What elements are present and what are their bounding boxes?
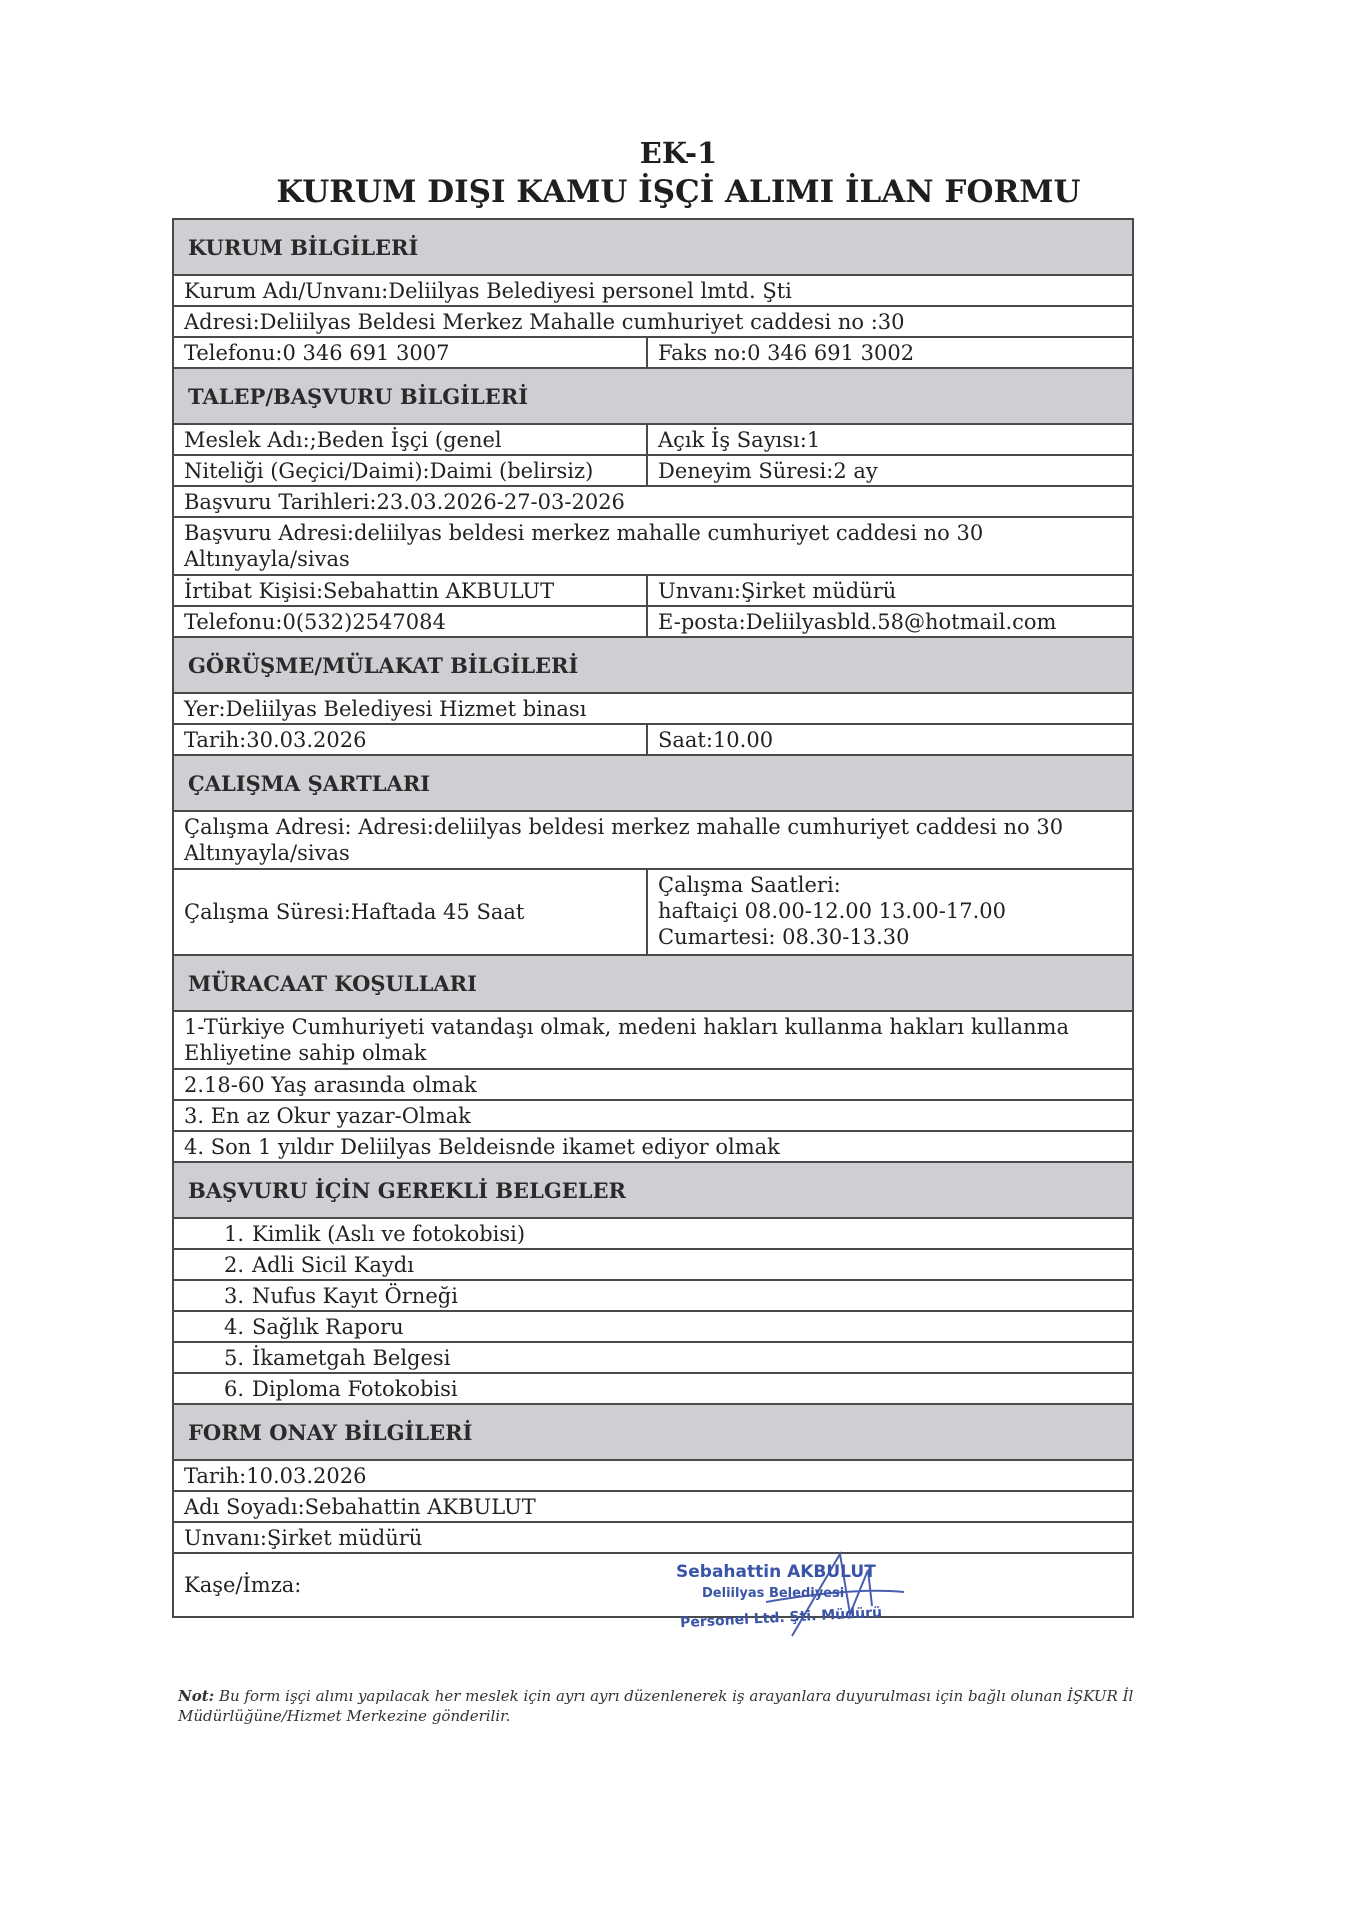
deneyim-suresi: Deneyim Süresi:2 ay: [658, 459, 878, 483]
kosul-1-line1: 1-Türkiye Cumhuriyeti vatandaşı olmak, medeni hakları kullanma hakları kullanma: [184, 1015, 1069, 1039]
onay-unvan: Unvanı:Şirket müdürü: [184, 1526, 423, 1550]
kosul-2-row: [174, 1070, 1132, 1101]
basvuru-adresi-line1: Başvuru Adresi:deliilyas beldesi merkez mahalle cumhuriyet caddesi no 30: [184, 521, 984, 545]
belge-num: 3.: [224, 1284, 245, 1308]
calisma-adresi-line1: Çalışma Adresi: Adresi:deliilyas beldesi merkez mahalle cumhuriyet caddesi no 30: [184, 815, 1064, 839]
belge-text: Diploma Fotokobisi: [252, 1377, 458, 1401]
belge-text: İkametgah Belgesi: [252, 1346, 451, 1370]
form-title: KURUM DIŞI KAMU İŞÇİ ALIMI İLAN FORMU: [276, 174, 1081, 210]
gorusme-saat: Saat:10.00: [658, 728, 774, 752]
belge-text: Adli Sicil Kaydı: [252, 1253, 414, 1277]
gorusme-yer: Yer:Deliilyas Belediyesi Hizmet binası: [184, 697, 587, 721]
nitelik-row: [174, 456, 1132, 487]
onay-tarih: Tarih:10.03.2026: [184, 1464, 367, 1488]
meslek-adi: Meslek Adı:;Beden İşçi (genel: [174, 425, 648, 454]
footnote-text: Bu form işçi alımı yapılacak her meslek için ayrı ayrı düzenlenerek iş arayanlara duyurulması için bağlı olunan İŞKUR İl Müdürlüğüne/Hizmet Merkezine gönderilir.: [178, 1687, 1134, 1725]
belge-num: 4.: [224, 1315, 245, 1339]
section-calisma-header: ÇALIŞMA ŞARTLARI: [174, 756, 1132, 812]
stamp-line-title: Personel Ltd. Şti. Müdürü: [679, 1604, 883, 1632]
belge-item: [174, 1343, 1132, 1372]
footnote: [178, 1686, 1148, 1726]
kosul-3-row: [174, 1101, 1132, 1132]
niteligi: Niteliği (Geçici/Daimi):Daimi (belirsiz): [174, 456, 648, 485]
acik-is-sayisi: Açık İş Sayısı:1: [658, 428, 821, 452]
belge-item: [174, 1219, 1132, 1248]
basvuru-adresi-line2: Altınyayla/sivas: [184, 547, 350, 571]
section-kurum-header: KURUM BİLGİLERİ: [174, 220, 1132, 276]
section-muracaat-header: MÜRACAAT KOŞULLARI: [174, 956, 1132, 1012]
belge-row: [174, 1312, 1132, 1343]
section-gorusme-header: GÖRÜŞME/MÜLAKAT BİLGİLERİ: [174, 638, 1132, 694]
belge-row: [174, 1219, 1132, 1250]
kosul-4-row: [174, 1132, 1132, 1163]
onay-tarih-row: [174, 1461, 1132, 1492]
belge-item: [174, 1281, 1132, 1310]
calisma-saatleri-cumartesi: Cumartesi: 08.30-13.30: [658, 925, 910, 949]
onay-kase-row: [174, 1554, 1132, 1616]
kurum-adres-row: [174, 307, 1132, 338]
onay-unvan-row: [174, 1523, 1132, 1554]
basvuru-tarih-row: [174, 487, 1132, 518]
iletisim-row: [174, 607, 1132, 638]
kurum-telefon: Telefonu:0 346 691 3007: [174, 338, 648, 367]
stamp-line-org: Deliilyas Belediyesi: [702, 1586, 845, 1601]
belge-text: Kimlik (Aslı ve fotokobisi): [252, 1222, 526, 1246]
belge-text: Nufus Kayıt Örneği: [252, 1284, 458, 1308]
irtibat-kisisi: İrtibat Kişisi:Sebahattin AKBULUT: [174, 576, 648, 605]
onay-kase-imza: Kaşe/İmza:: [184, 1573, 302, 1597]
section-belgeler-header: BAŞVURU İÇİN GEREKLİ BELGELER: [174, 1163, 1132, 1219]
section-onay-header: FORM ONAY BİLGİLERİ: [174, 1405, 1132, 1461]
calisma-saatleri: [648, 870, 1132, 954]
calisma-saatleri-haftaici: haftaiçi 08.00-12.00 13.00-17.00: [658, 899, 1006, 923]
basvuru-adresi: [174, 518, 1132, 574]
gorusme-tarih: Tarih:30.03.2026: [174, 725, 648, 754]
belge-row: [174, 1281, 1132, 1312]
kurum-adi-row: [174, 276, 1132, 307]
calisma-saatleri-label: Çalışma Saatleri:: [658, 873, 841, 897]
calisma-suresi: Çalışma Süresi:Haftada 45 Saat: [174, 870, 648, 954]
kosul-1-row: [174, 1012, 1132, 1070]
kurum-adi: Kurum Adı/Unvanı:Deliilyas Belediyesi personel lmtd. Şti: [184, 279, 792, 303]
kosul-3: 3. En az Okur yazar-Olmak: [184, 1104, 471, 1128]
onay-adi-soyadi: Adı Soyadı:Sebahattin AKBULUT: [184, 1495, 536, 1519]
belge-num: 2.: [224, 1253, 245, 1277]
kurum-adres: Adresi:Deliilyas Beldesi Merkez Mahalle cumhuriyet caddesi no :30: [184, 310, 905, 334]
belge-row: [174, 1374, 1132, 1405]
belge-row: [174, 1250, 1132, 1281]
footnote-label: Not:: [178, 1687, 215, 1705]
kosul-1: [174, 1012, 1132, 1068]
belge-num: 5.: [224, 1346, 245, 1370]
calisma-adres-row: [174, 812, 1132, 870]
irtibat-unvan: Unvanı:Şirket müdürü: [658, 579, 897, 603]
belge-num: 6.: [224, 1377, 245, 1401]
belge-text: Sağlık Raporu: [252, 1315, 404, 1339]
kurum-telefon-row: [174, 338, 1132, 369]
calisma-sure-row: [174, 870, 1132, 956]
kosul-2: 2.18-60 Yaş arasında olmak: [184, 1073, 477, 1097]
kosul-1-line2: Ehliyetine sahip olmak: [184, 1041, 427, 1065]
application-form: [172, 218, 1134, 1618]
stamp-line-name: Sebahattin AKBULUT: [676, 1562, 876, 1582]
irtibat-telefon: Telefonu:0(532)2547084: [174, 607, 648, 636]
kosul-4: 4. Son 1 yıldır Deliilyas Beldeisnde ikamet ediyor olmak: [184, 1135, 780, 1159]
basvuru-adres-row: [174, 518, 1132, 576]
belge-item: [174, 1312, 1132, 1341]
basvuru-tarihleri: Başvuru Tarihleri:23.03.2026-27-03-2026: [184, 490, 625, 514]
kurum-faks: Faks no:0 346 691 3002: [658, 341, 915, 365]
belge-row: [174, 1343, 1132, 1374]
meslek-row: [174, 425, 1132, 456]
onay-adi-row: [174, 1492, 1132, 1523]
irtibat-eposta: E-posta:Deliilyasbld.58@hotmail.com: [658, 610, 1057, 634]
irtibat-row: [174, 576, 1132, 607]
belge-item: [174, 1374, 1132, 1403]
belge-num: 1.: [224, 1222, 245, 1246]
company-stamp-signature: [672, 1548, 912, 1648]
gorusme-tarih-row: [174, 725, 1132, 756]
form-annex-label: EK-1: [639, 136, 718, 170]
gorusme-yer-row: [174, 694, 1132, 725]
belge-item: [174, 1250, 1132, 1279]
calisma-adresi: [174, 812, 1132, 868]
calisma-adresi-line2: Altınyayla/sivas: [184, 841, 350, 865]
section-talep-header: TALEP/BAŞVURU BİLGİLERİ: [174, 369, 1132, 425]
